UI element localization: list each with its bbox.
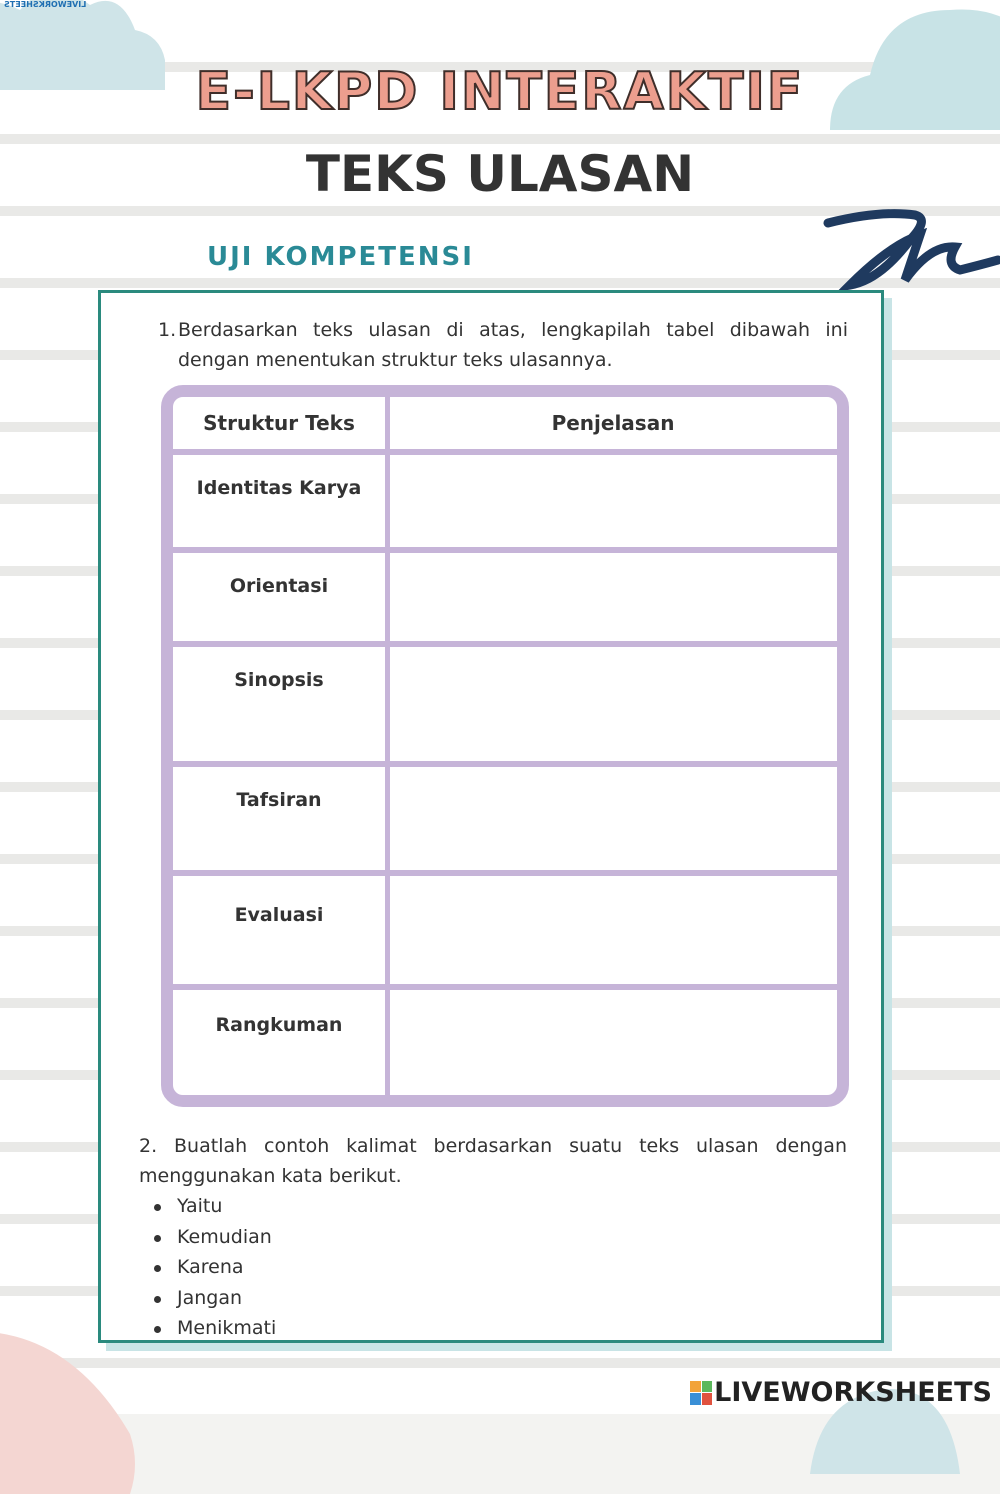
answer-field[interactable]	[393, 461, 831, 541]
row-label: Rangkuman	[215, 1014, 343, 1036]
list-item: Kemudian	[151, 1222, 276, 1253]
table-row	[173, 767, 837, 876]
question-1	[158, 315, 848, 376]
row-label: Sinopsis	[234, 669, 324, 691]
watermark-tag: LIVEWORKSHEETS	[4, 0, 87, 9]
page-title: E-LKPD INTERAKTIF	[195, 62, 805, 122]
answer-field[interactable]	[393, 559, 831, 635]
question-1-text: Berdasarkan teks ulasan di atas, lengkapilah tabel dibawah ini dengan menentukan struktur teks ulasannya.	[178, 319, 848, 372]
row-label: Tafsiran	[236, 789, 322, 811]
blob-decoration	[800, 1354, 960, 1474]
table-row	[173, 647, 837, 767]
column-header-structure: Struktur Teks	[203, 411, 355, 435]
answer-field[interactable]	[393, 882, 831, 978]
column-header-explanation: Penjelasan	[551, 411, 675, 435]
squiggle-decoration	[820, 205, 1000, 300]
row-label: Identitas Karya	[196, 477, 362, 499]
question-1-number: 1.	[158, 319, 177, 341]
list-item: Menikmati	[151, 1313, 276, 1344]
table-header	[173, 397, 837, 455]
list-item: Jangan	[151, 1283, 276, 1314]
page-subtitle: TEKS ULASAN	[305, 145, 695, 203]
table-row	[173, 553, 837, 647]
table-row	[173, 990, 837, 1095]
worksheet-card	[98, 290, 884, 1343]
table-row	[173, 455, 837, 553]
question-2-text: 2. Buatlah contoh kalimat berdasarkan suatu teks ulasan dengan menggunakan kata berikut.	[139, 1135, 847, 1188]
answer-field[interactable]	[393, 773, 831, 864]
section-heading: UJI KOMPETENSI	[207, 242, 474, 272]
liveworksheets-logo-icon	[690, 1381, 712, 1405]
word-list	[151, 1191, 276, 1344]
list-item: Karena	[151, 1252, 276, 1283]
answer-field[interactable]	[393, 653, 831, 755]
row-label: Evaluasi	[234, 904, 324, 926]
list-item: Yaitu	[151, 1191, 276, 1222]
structure-table	[161, 385, 849, 1107]
liveworksheets-brand	[690, 1377, 992, 1408]
table-row	[173, 876, 837, 990]
brand-name: LIVEWORKSHEETS	[714, 1377, 992, 1408]
answer-field[interactable]	[393, 996, 831, 1089]
row-label: Orientasi	[229, 575, 329, 597]
